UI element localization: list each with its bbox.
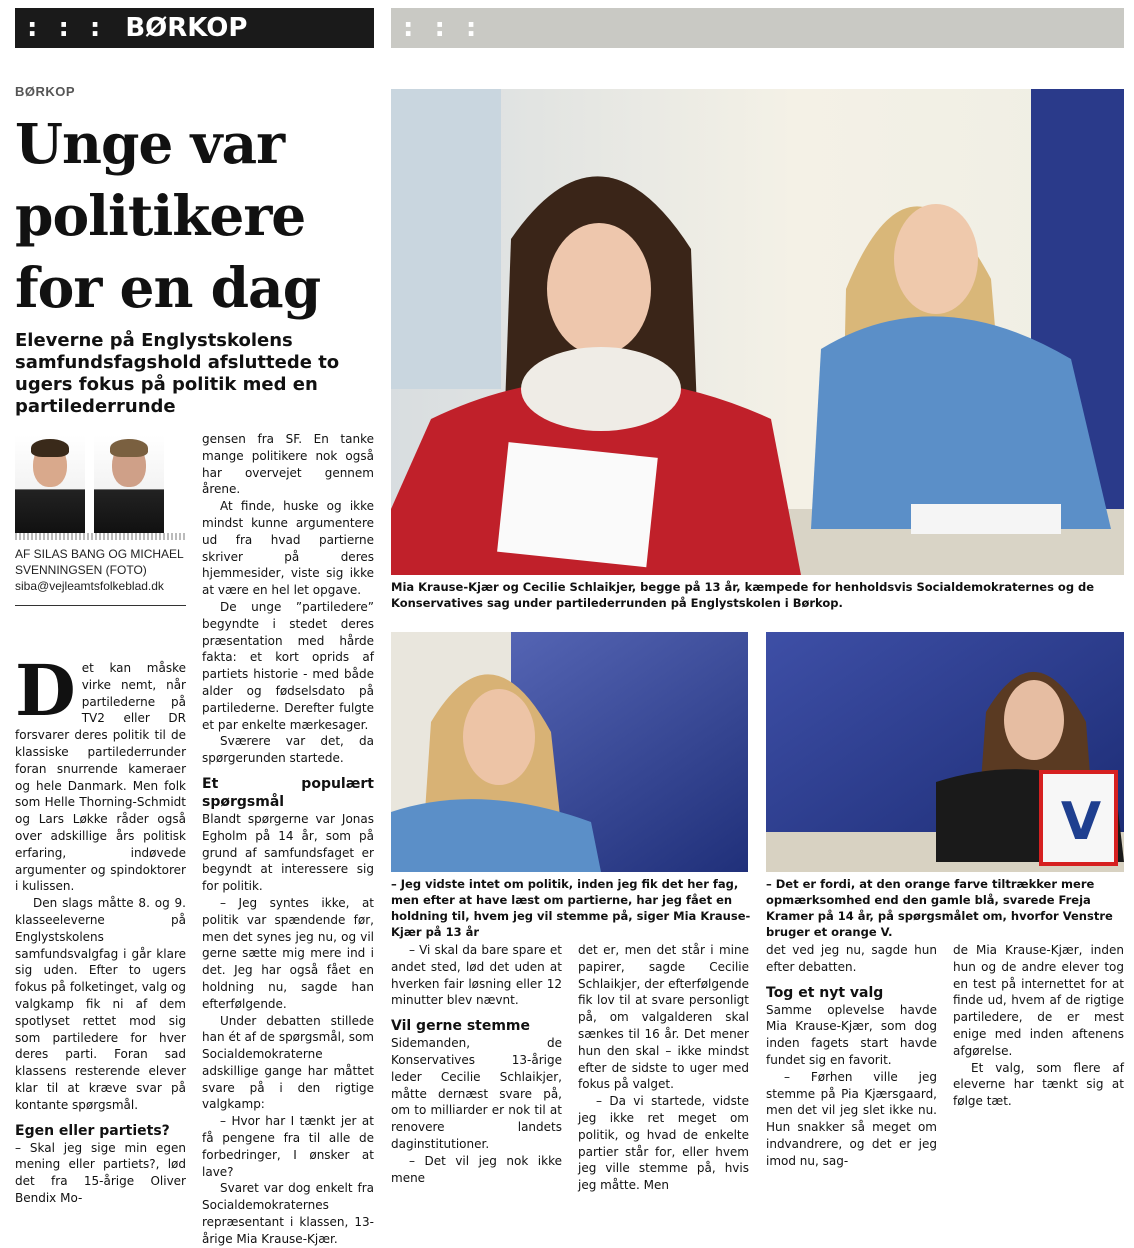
body-paragraph: – Skal jeg sige min egen mening eller partiets?, lød det fra 15-årige Oliver Bendix Mo- [15,1140,186,1205]
venstre-sign: V [1060,792,1102,852]
byline-rule [15,533,186,540]
body-column-2 [202,431,374,1248]
crosshead: Egen eller partiets? [15,1122,170,1139]
body-paragraph: Den slags måtte 8. og 9. klasseeleverne på Englystskolens samfundsvalgfag i går klare sig uden. Efter to ugers fokus på folketinget, valg og valgkamp fik ni af dem spotlyset rettet mod sig som partiledere for hver deres parti. Foran sad klassens resterende elever klar til at kræve svar på kontante spørgsmål. [15,896,186,1112]
body-paragraph: – Førhen ville jeg stemme på Pia Kjærsgaard, men det vil jeg slet ikke nu. Hun snakker så meget om indvandrere, og det er jeg imod nu, sag- [766,1069,937,1168]
body-paragraph: – Da vi startede, vidste jeg ikke ret meget om politik, og hvad de enkelte partier står for, eller hvem jeg ville stemme på, hvis jeg måtte. Men [578,1094,749,1193]
byline: AF SILAS BANG OG MICHAEL SVENNINGSEN (FOTO) [15,547,184,577]
body-paragraph: et kan måske virke nemt, når partilederne på TV2 eller DR forsvarer deres politik til de klassiske partilederrunder foran snurrende kameraer og hele Danmark. Men folk som Helle Thorning-Schmidt og Lars Løkke råder også over adskillige års politisk erfaring, indøvede argumenter og spindoktorer i kulissen. [15,661,186,894]
body-paragraph: Sværere var det, da spørgerunden startede. [202,734,374,766]
section-bar [15,8,374,48]
body-column-3 [391,942,562,1186]
body-paragraph: de Mia Krause-Kjær, inden hun og de andre elever tog en test på internettet for at finde ud, hvem af de rigtige partiledere, de er mest enige med inden aftenens afgørelse. [953,943,1124,1058]
body-paragraph: Svaret var dog enkelt fra Socialdemokraternes repræsentant i klassen, 13-årige Mia Krause-Kjær. [202,1181,374,1246]
section-bar-right [391,8,1124,48]
crosshead: Vil gerne stemme [391,1018,531,1035]
body-column-5 [766,942,937,1170]
body-paragraph: Samme oplevelse havde Mia Krause-Kjær, som dog inden fagets start havde fundet sig en favorit. [766,1002,937,1067]
headline: Unge var politikere for en dag [15,111,321,320]
drop-cap: D [15,649,76,732]
photographer-portrait [94,435,164,533]
byline-photos [15,435,186,533]
body-paragraph: det er, men det står i mine papirer, sagde Cecilie Schlaikjer, der efterfølgende fik lov til at svare personligt på, om valgalderen skal sænkes til 16 år. Det mener hun den skal – ikke mindst efter de sidste to uger med fokus på valget. [578,943,749,1092]
section-name: BØRKOP [125,13,248,43]
body-column-6 [953,942,1124,1110]
body-paragraph: Et valg, som flere af eleverne har tænkt sig at følge tæt. [953,1060,1124,1109]
photo-right-caption: – Det er fordi, at den orange farve tiltrækker mere opmærksomhed end den gamle blå, svarede Freja Kramer på 14 år, på spørgsmålet om, hvorfor Venstre bruger et orange V. [766,877,1113,939]
body-paragraph: Sidemanden, de Konservatives 13-årige leder Cecilie Schlaikjer, måtte dernæst svare på, om to milliarder er nok til at renovere landets daginstitutioner. [391,1036,562,1151]
crosshead: Et populært spørgsmål [202,775,374,810]
body-paragraph: – Det vil jeg nok ikke mene [391,1153,562,1185]
body-paragraph: gensen fra SF. En tanke mange politikere nok også har overvejet gennem årene. [202,432,374,497]
body-paragraph: Blandt spørgerne var Jonas Egholm på 14 år, som på grund af samfundsfaget er begyndt at interessere sig for politik. [202,811,374,894]
body-column-4 [578,942,749,1194]
body-paragraph: Under debatten stillede han ét af de spørgsmål, som Socialdemokraterne adskillige gange har måttet svare på i den rigtige valgkamp: [202,1013,374,1112]
body-paragraph: De unge ”partiledere” begyndte i stedet deres præsentation med hårde fakta: et kort oprids af partiets historie - med både alder og fødselsdato på partilederne. Derefter fulgte et par enkelte mærkesager. [202,599,374,732]
main-photo [391,89,1124,575]
body-paragraph: – Jeg syntes ikke, at politik var spændende før, men det synes jeg nu, og vil gerne sætte mig mere ind i det. Jeg har også fået en holdning nu, sagde han efterfølgende. [202,895,374,1011]
subheadline: Eleverne på Englystskolens samfundsfagshold afsluttede to ugers fokus på politik med en partilederrunde [15,330,340,417]
body-column-1 [15,649,186,1207]
section-dots: : : : [27,13,107,43]
photo-left [391,632,748,872]
photo-right [766,632,1124,872]
kicker: BØRKOP [15,84,76,99]
main-photo-image [391,89,1124,575]
main-photo-caption: Mia Krause-Kjær og Cecilie Schlaikjer, begge på 13 år, kæmpede for henholdsvis Socialdemokraternes og de Konservatives sag under partilederrunden på Englystskolen i Børkop. [391,580,1095,610]
photo-left-image [391,632,748,872]
byline-email: siba@vejleamtsfolkeblad.dk [15,579,164,593]
crosshead: Tog et nyt valg [766,984,884,1001]
body-paragraph: – Hvor har I tænkt jer at få pengene fra til alle de forbedringer, I ønsker at lave? [202,1114,374,1179]
section-dots-right: : : : [403,13,483,43]
byline-divider [15,605,186,606]
body-paragraph: det ved jeg nu, sagde hun efter debatten. [766,943,937,974]
body-paragraph: At finde, huske og ikke mindst kunne argumentere ud fra hvad partierne skriver på deres hjemmesider, viste sig ikke at være en hel let opgave. [202,499,374,598]
reporter-portrait [15,435,85,533]
photo-left-caption: – Jeg vidste intet om politik, inden jeg fik det her fag, men efter at have læst om partierne, har jeg fået en holdning til, hvem jeg vil stemme på, siger Mia Krause-Kjær på 13 år [391,877,751,939]
body-paragraph: – Vi skal da bare spare et andet sted, lød det uden at hverken fair løsning eller 12 minutter blev nævnt. [391,943,562,1008]
